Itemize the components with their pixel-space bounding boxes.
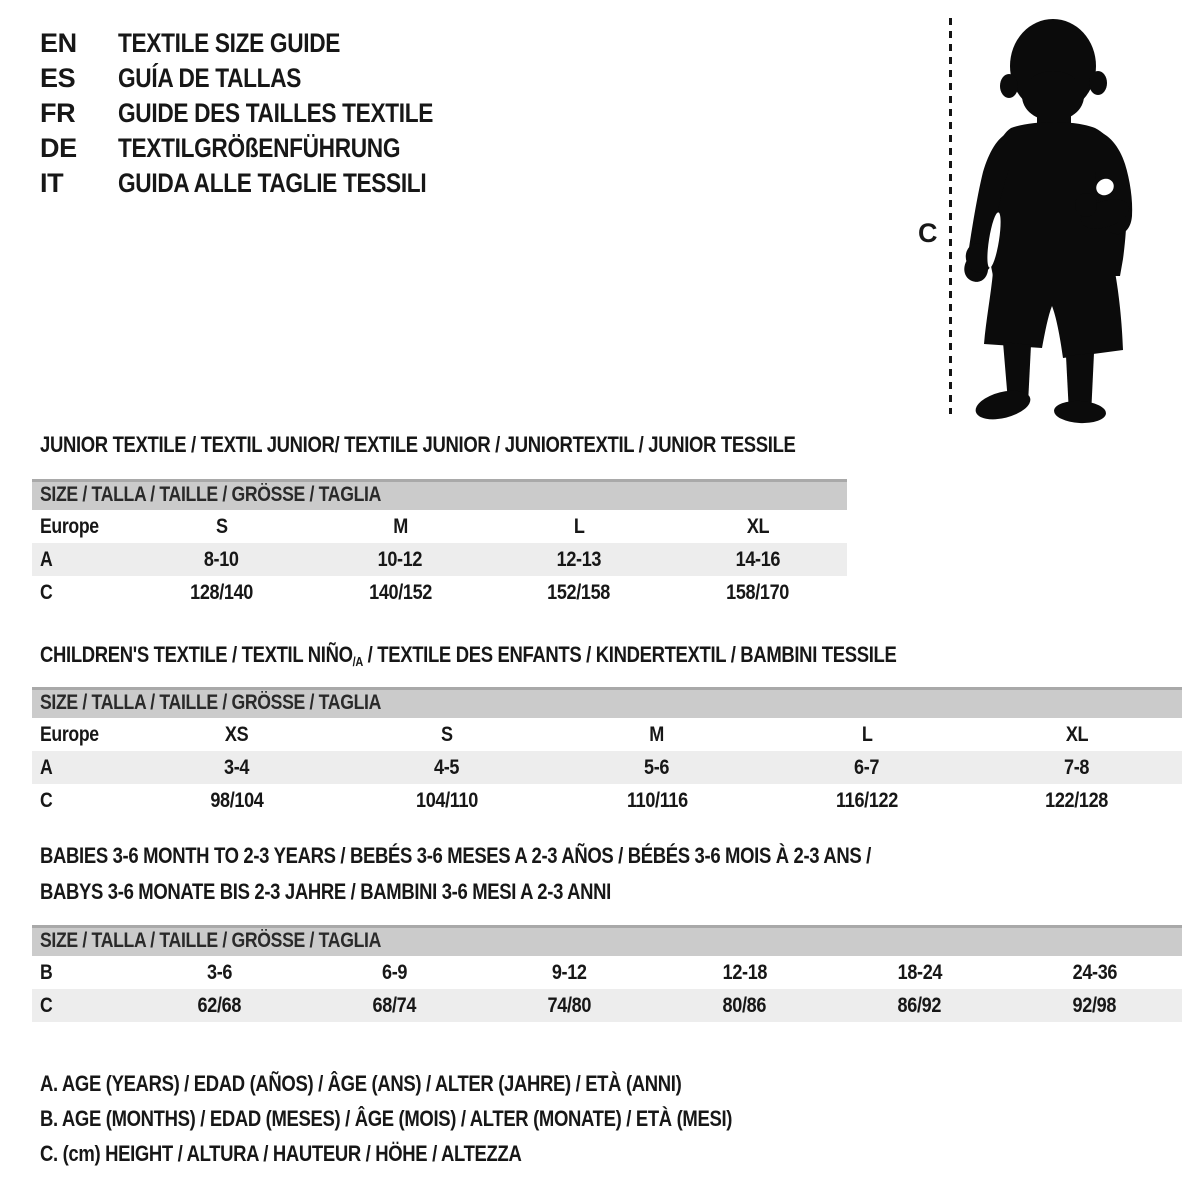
age-value: 3-4 <box>224 756 250 779</box>
lang-title: TEXTILE SIZE GUIDE <box>118 28 341 58</box>
junior-title-text: JUNIOR TEXTILE / TEXTIL JUNIOR/ TEXTILE JUNIOR / JUNIORTEXTIL / JUNIOR TESSILE <box>40 432 796 457</box>
row-label: A <box>40 756 53 779</box>
lang-title: GUIDA ALLE TAGLIE TESSILI <box>118 168 427 198</box>
lang-row-fr <box>40 96 493 131</box>
height-value: 104/110 <box>416 789 478 812</box>
junior-section-title <box>40 432 939 458</box>
lang-title: GUÍA DE TALLAS <box>118 63 302 93</box>
row-label: C <box>40 789 53 812</box>
size-value: S <box>215 515 228 538</box>
height-value: 110/116 <box>626 789 688 812</box>
height-value: 98/104 <box>210 789 264 812</box>
age-value: 6-7 <box>854 756 880 779</box>
children-section-title <box>40 642 1060 669</box>
months-value: 3-6 <box>206 961 233 984</box>
age-value: 8-10 <box>203 548 239 571</box>
age-value: 5-6 <box>644 756 670 779</box>
legend-age-years: A. AGE (YEARS) / EDAD (AÑOS) / ÂGE (ANS) / ALTER (JAHRE) / ETÀ (ANNI) <box>40 1071 682 1096</box>
row-label: B <box>40 961 53 984</box>
babies-size-table <box>32 925 1182 1022</box>
children-row-height <box>32 784 1182 817</box>
lang-code: FR <box>40 98 76 128</box>
size-value: M <box>392 515 408 538</box>
size-value: L <box>573 515 585 538</box>
lang-code: ES <box>40 63 76 93</box>
row-label: Europe <box>40 723 99 746</box>
height-value: 92/98 <box>1072 994 1117 1017</box>
age-value: 7-8 <box>1064 756 1090 779</box>
babies-section-title-line1: BABIES 3-6 MONTH TO 2-3 YEARS / BEBÉS 3-6 MESES A 2-3 AÑOS / BÉBÉS 3-6 MOIS À 2-3 ANS / <box>40 843 871 868</box>
babies-row-months <box>32 956 1182 989</box>
size-value: L <box>861 723 873 746</box>
months-value: 6-9 <box>381 961 408 984</box>
height-value: 86/92 <box>897 994 942 1017</box>
legend-height-cm: C. (cm) HEIGHT / ALTURA / HAUTEUR / HÖHE / ALTEZZA <box>40 1141 522 1166</box>
months-value: 9-12 <box>552 961 587 984</box>
size-value: S <box>441 723 453 746</box>
height-value: 158/170 <box>726 581 790 604</box>
height-value: 140/152 <box>368 581 432 604</box>
row-label: A <box>40 548 53 571</box>
junior-row-age <box>32 543 847 576</box>
lang-title: GUIDE DES TAILLES TEXTILE <box>118 98 434 128</box>
lang-row-en <box>40 26 493 61</box>
lang-title: TEXTILGRÖßENFÜHRUNG <box>118 133 401 163</box>
months-value: 12-18 <box>722 961 767 984</box>
toddler-silhouette-icon <box>953 14 1143 424</box>
children-title-text: CHILDREN'S TEXTILE / TEXTIL $NIÑO_{/A}$ / TEXTILE DES ENFANTS / KINDERTEXTIL / BAMBINI TESSILE <box>40 642 897 669</box>
height-value: 74/80 <box>547 994 592 1017</box>
junior-row-europe <box>32 510 847 543</box>
row-label: C <box>40 581 53 604</box>
height-value: 116/122 <box>836 789 898 812</box>
measurement-legend <box>40 1066 864 1171</box>
row-label: Europe <box>40 515 99 538</box>
babies-table-size-header: SIZE / TALLA / TAILLE / GRÖSSE / TAGLIA <box>32 925 1182 956</box>
size-value: XS <box>225 723 249 746</box>
age-value: 10-12 <box>377 548 423 571</box>
height-value: 80/86 <box>722 994 767 1017</box>
height-value: 128/140 <box>189 581 253 604</box>
junior-size-table <box>32 479 847 609</box>
size-value: XL <box>1065 723 1089 746</box>
children-title-subscript: /A <box>352 654 363 669</box>
height-value: 62/68 <box>197 994 242 1017</box>
months-value: 18-24 <box>897 961 942 984</box>
language-title-list <box>40 26 493 201</box>
lang-code: DE <box>40 133 77 163</box>
children-row-age <box>32 751 1182 784</box>
lang-row-de <box>40 131 493 166</box>
height-measure-dashed-line <box>949 18 952 414</box>
children-row-europe <box>32 718 1182 751</box>
height-measure-label: C <box>918 218 938 248</box>
row-label: C <box>40 994 53 1017</box>
children-size-table <box>32 687 1182 817</box>
legend-age-months: B. AGE (MONTHS) / EDAD (MESES) / ÂGE (MOIS) / ALTER (MONATE) / ETÀ (MESI) <box>40 1106 733 1131</box>
lang-code: EN <box>40 28 77 58</box>
age-value: 14-16 <box>735 548 780 571</box>
junior-row-height <box>32 576 847 609</box>
height-value: 68/74 <box>372 994 417 1017</box>
babies-section-title-line2: BABYS 3-6 MONATE BIS 2-3 JAHRE / BAMBINI 3-6 MESI A 2-3 ANNI <box>40 879 611 904</box>
children-table-size-header: SIZE / TALLA / TAILLE / GRÖSSE / TAGLIA <box>32 687 1182 718</box>
height-value: 122/128 <box>1045 789 1109 812</box>
lang-code: IT <box>40 168 64 198</box>
months-value: 24-36 <box>1072 961 1117 984</box>
lang-row-es <box>40 61 493 96</box>
size-value: XL <box>746 515 769 538</box>
babies-row-height <box>32 989 1182 1022</box>
height-value: 152/158 <box>547 581 611 604</box>
age-value: 12-13 <box>556 548 602 571</box>
junior-table-size-header: SIZE / TALLA / TAILLE / GRÖSSE / TAGLIA <box>32 479 847 510</box>
size-value: M <box>649 723 665 746</box>
lang-row-it <box>40 166 493 201</box>
age-value: 4-5 <box>434 756 460 779</box>
